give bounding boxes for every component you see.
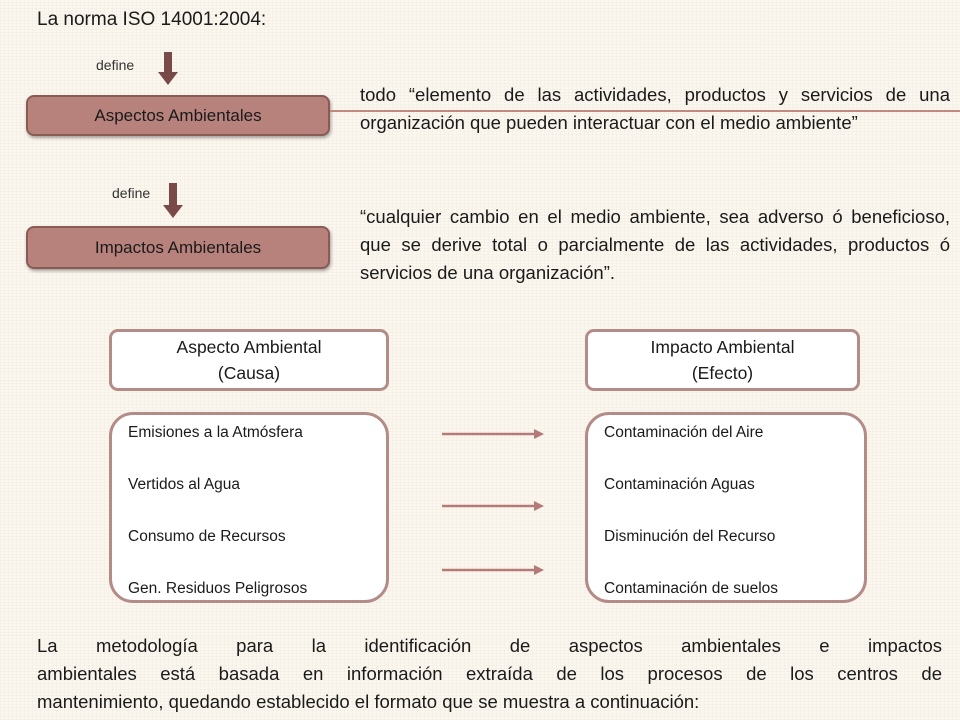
impact-item-suelos: Contaminación de suelos bbox=[604, 580, 779, 597]
aspectos-ambientales-box: Aspectos Ambientales bbox=[26, 95, 330, 136]
impactos-definition: “cualquier cambio en el medio ambiente, sea adverso ó beneficioso, que se derive total o parcialmente de las actividades, productos ó servicios de una organización”. bbox=[360, 206, 950, 283]
impactos-ambientales-box: Impactos Ambientales bbox=[26, 226, 330, 269]
methodology-paragraph bbox=[37, 632, 942, 716]
methodology-line-2: ambientales está basada en información extraída de los procesos de los centros de bbox=[37, 663, 942, 684]
aspect-item-vertidos: Vertidos al Agua bbox=[128, 476, 241, 493]
aspect-item-emisiones: Emisiones a la Atmósfera bbox=[128, 424, 303, 441]
aspect-header-subtitle: (Causa) bbox=[217, 363, 281, 383]
aspectos-definition: todo “elemento de las actividades, productos y servicios de una organización que pueden interactuar con el medio ambiente” bbox=[360, 84, 950, 133]
right-arrow-icon-2 bbox=[440, 500, 545, 512]
aspect-item-consumo: Consumo de Recursos bbox=[128, 528, 286, 545]
aspect-header-box bbox=[109, 329, 389, 391]
impact-item-aire: Contaminación del Aire bbox=[604, 424, 764, 441]
impact-item-recurso: Disminución del Recurso bbox=[604, 528, 776, 545]
define-label-1: define bbox=[96, 57, 135, 73]
right-arrow-icon-3 bbox=[440, 564, 545, 576]
right-arrow-icon-1 bbox=[440, 428, 545, 440]
aspect-header-title: Aspecto Ambiental bbox=[176, 337, 322, 357]
methodology-line-1: La metodología para la identificación de aspectos ambientales e impactos bbox=[37, 635, 942, 656]
methodology-line-3: mantenimiento, quedando establecido el formato que se muestra a continuación: bbox=[37, 691, 700, 712]
aspect-item-residuos: Gen. Residuos Peligrosos bbox=[128, 580, 308, 597]
impact-list-box bbox=[585, 412, 867, 603]
aspect-list-box bbox=[109, 412, 389, 603]
impact-header-title: Impacto Ambiental bbox=[650, 337, 795, 357]
page-title: La norma ISO 14001:2004: bbox=[37, 9, 267, 30]
down-arrow-icon-2 bbox=[163, 183, 183, 219]
impact-header-subtitle: (Efecto) bbox=[691, 363, 754, 383]
define-label-2: define bbox=[112, 185, 151, 201]
down-arrow-icon-1 bbox=[158, 52, 178, 86]
impact-item-aguas: Contaminación Aguas bbox=[604, 476, 755, 493]
impact-header-box bbox=[585, 329, 860, 391]
